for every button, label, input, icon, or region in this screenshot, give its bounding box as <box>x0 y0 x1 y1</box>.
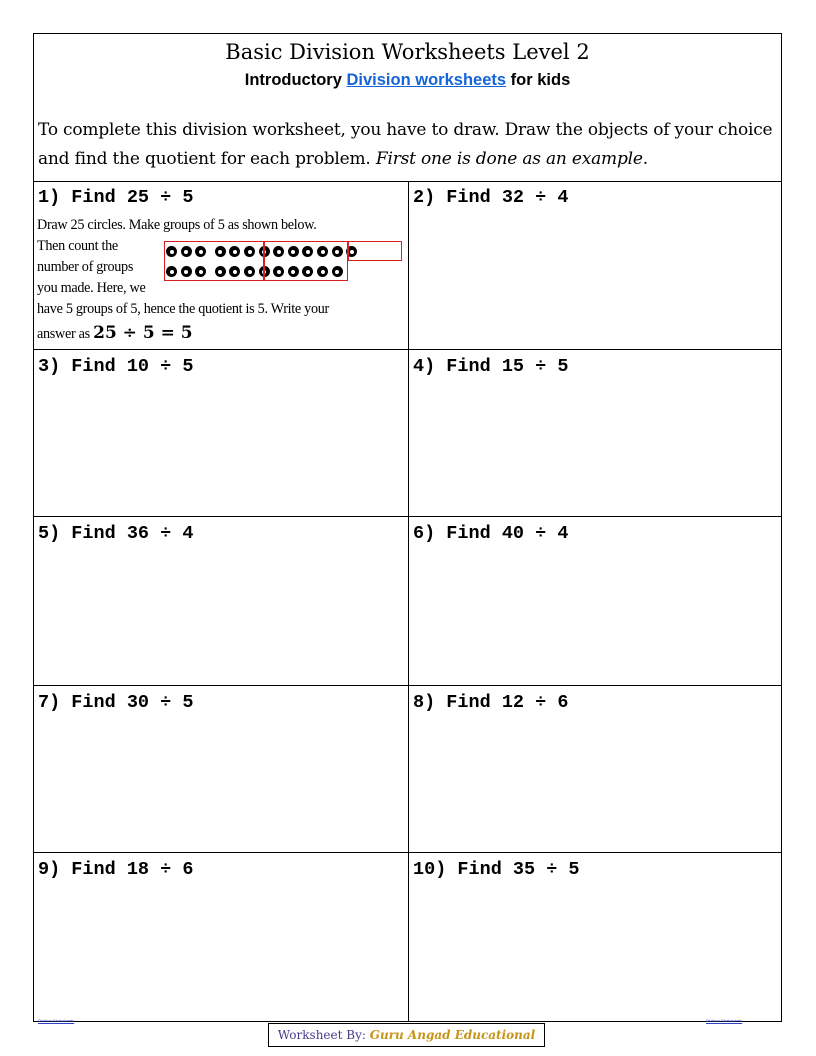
worksheet-header <box>34 34 781 182</box>
example-group-box <box>348 241 402 261</box>
division-worksheets-link-right[interactable]: Division Worksheets <box>706 1018 743 1023</box>
footer-by: Worksheet By: <box>277 1028 366 1042</box>
footer-credit <box>268 1023 545 1047</box>
problem-cell-9[interactable] <box>34 853 409 1021</box>
problem-cell-7[interactable] <box>34 686 409 853</box>
problem-cell-4[interactable] <box>409 350 781 517</box>
example-line-1: Draw 25 circles. Make groups of 5 as shown below. <box>37 217 317 233</box>
problem-cell-10[interactable] <box>409 853 781 1021</box>
division-worksheets-link-left[interactable]: Division Worksheets <box>38 1018 75 1023</box>
problem-cell-8[interactable] <box>409 686 781 853</box>
problem-label-6: 6) Find 40 ÷ 4 <box>413 523 569 544</box>
subtitle-suffix: for kids <box>510 71 571 89</box>
worksheet <box>33 33 782 1022</box>
instructions-text: To complete this division worksheet, you have to draw. Draw the objects of your choice and find the quotient for each problem. <box>38 120 773 169</box>
page-title: Basic Division Worksheets Level 2 <box>225 40 590 64</box>
problem-label-9: 9) Find 18 ÷ 6 <box>38 859 194 880</box>
problem-label-3: 3) Find 10 ÷ 5 <box>38 356 194 377</box>
example-line-3: number of groups <box>37 259 134 275</box>
problem-cell-2[interactable] <box>409 181 781 350</box>
problem-label-8: 8) Find 12 ÷ 6 <box>413 692 569 713</box>
instructions <box>38 116 778 174</box>
problem-cell-6[interactable] <box>409 517 781 686</box>
problem-label-1: 1) Find 25 ÷ 5 <box>38 187 194 208</box>
problem-label-4: 4) Find 15 ÷ 5 <box>413 356 569 377</box>
example-circles-drawing <box>164 241 402 281</box>
problem-label-10: 10) Find 35 ÷ 5 <box>413 859 580 880</box>
example-equation: 25 ÷ 5 = 5 <box>93 323 193 343</box>
page-subtitle <box>34 71 781 90</box>
division-worksheets-link[interactable]: Division worksheets <box>346 71 507 89</box>
problem-label-5: 5) Find 36 ÷ 4 <box>38 523 194 544</box>
example-group-box <box>164 241 264 281</box>
instructions-emphasis: First one is done as an example. <box>375 149 648 169</box>
problem-grid <box>34 181 781 1021</box>
example-answer <box>37 323 193 345</box>
example-line-5: have 5 groups of 5, hence the quotient is 5. Write your <box>37 301 329 317</box>
problem-cell-1[interactable] <box>34 181 409 350</box>
example-group-box <box>264 241 348 281</box>
problem-label-2: 2) Find 32 ÷ 4 <box>413 187 569 208</box>
example-line-6: answer as <box>37 326 90 342</box>
subtitle-prefix: Introductory <box>244 71 342 89</box>
problem-label-7: 7) Find 30 ÷ 5 <box>38 692 194 713</box>
example-line-4: you made. Here, we <box>37 280 146 296</box>
example-line-2: Then count the <box>37 238 118 254</box>
problem-cell-5[interactable] <box>34 517 409 686</box>
footer-name: Guru Angad Educational <box>369 1028 536 1042</box>
problem-cell-3[interactable] <box>34 350 409 517</box>
